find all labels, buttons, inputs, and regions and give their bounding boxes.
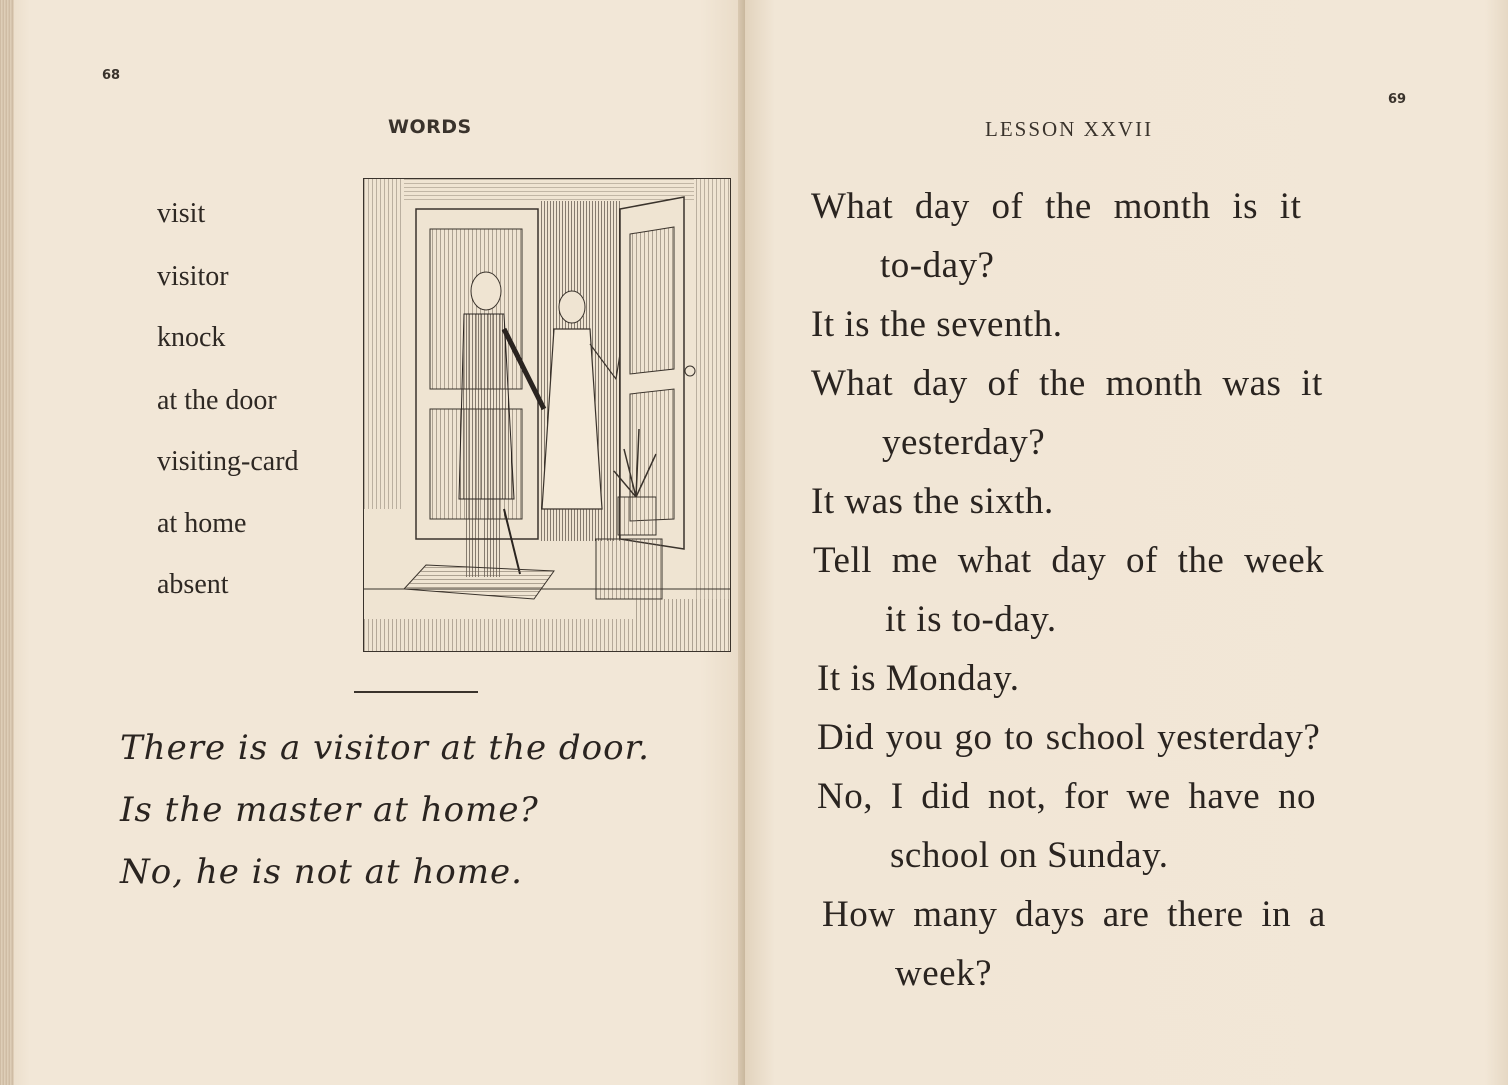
lesson-line: it is to-day. (885, 599, 1057, 640)
word-item: absent (157, 569, 229, 600)
lesson-line: week? (895, 953, 992, 994)
left-page (0, 0, 745, 1085)
word-item: visit (157, 198, 206, 229)
lesson-line: What day of the month was it (811, 363, 1323, 404)
lesson-line: Tell me what day of the week (813, 540, 1325, 581)
word-item: knock (157, 322, 226, 353)
page-number-left: 68 (102, 68, 121, 83)
page-number-right: 69 (1388, 92, 1407, 107)
word-item: visitor (157, 261, 229, 292)
lesson-line: How many days are there in a (822, 894, 1326, 935)
divider-rule (354, 691, 478, 693)
word-item: visiting-card (157, 446, 299, 477)
script-line: There is a visitor at the door. (120, 728, 650, 768)
lesson-line: school on Sunday. (890, 835, 1169, 876)
lesson-heading: LESSON XXVII (985, 117, 1154, 141)
right-page (745, 0, 1508, 1085)
lesson-line: It was the sixth. (811, 481, 1054, 522)
lesson-line: It is Monday. (817, 658, 1020, 699)
word-item: at home (157, 508, 247, 539)
illustration-drawing (364, 179, 730, 651)
lesson-line: No, I did not, for we have no (817, 776, 1316, 817)
lesson-line: What day of the month is it (811, 186, 1302, 227)
word-item: at the door (157, 385, 277, 416)
lesson-line: It is the seventh. (811, 304, 1063, 345)
lesson-line: Did you go to school yesterday? (817, 717, 1321, 758)
lesson-line: yesterday? (882, 422, 1046, 463)
script-line: No, he is not at home. (120, 852, 523, 892)
words-heading: WORDS (388, 116, 472, 138)
visitor-illustration (363, 178, 731, 652)
page-edge (0, 0, 14, 1085)
lesson-line: to-day? (880, 245, 995, 286)
script-line: Is the master at home? (120, 790, 539, 830)
